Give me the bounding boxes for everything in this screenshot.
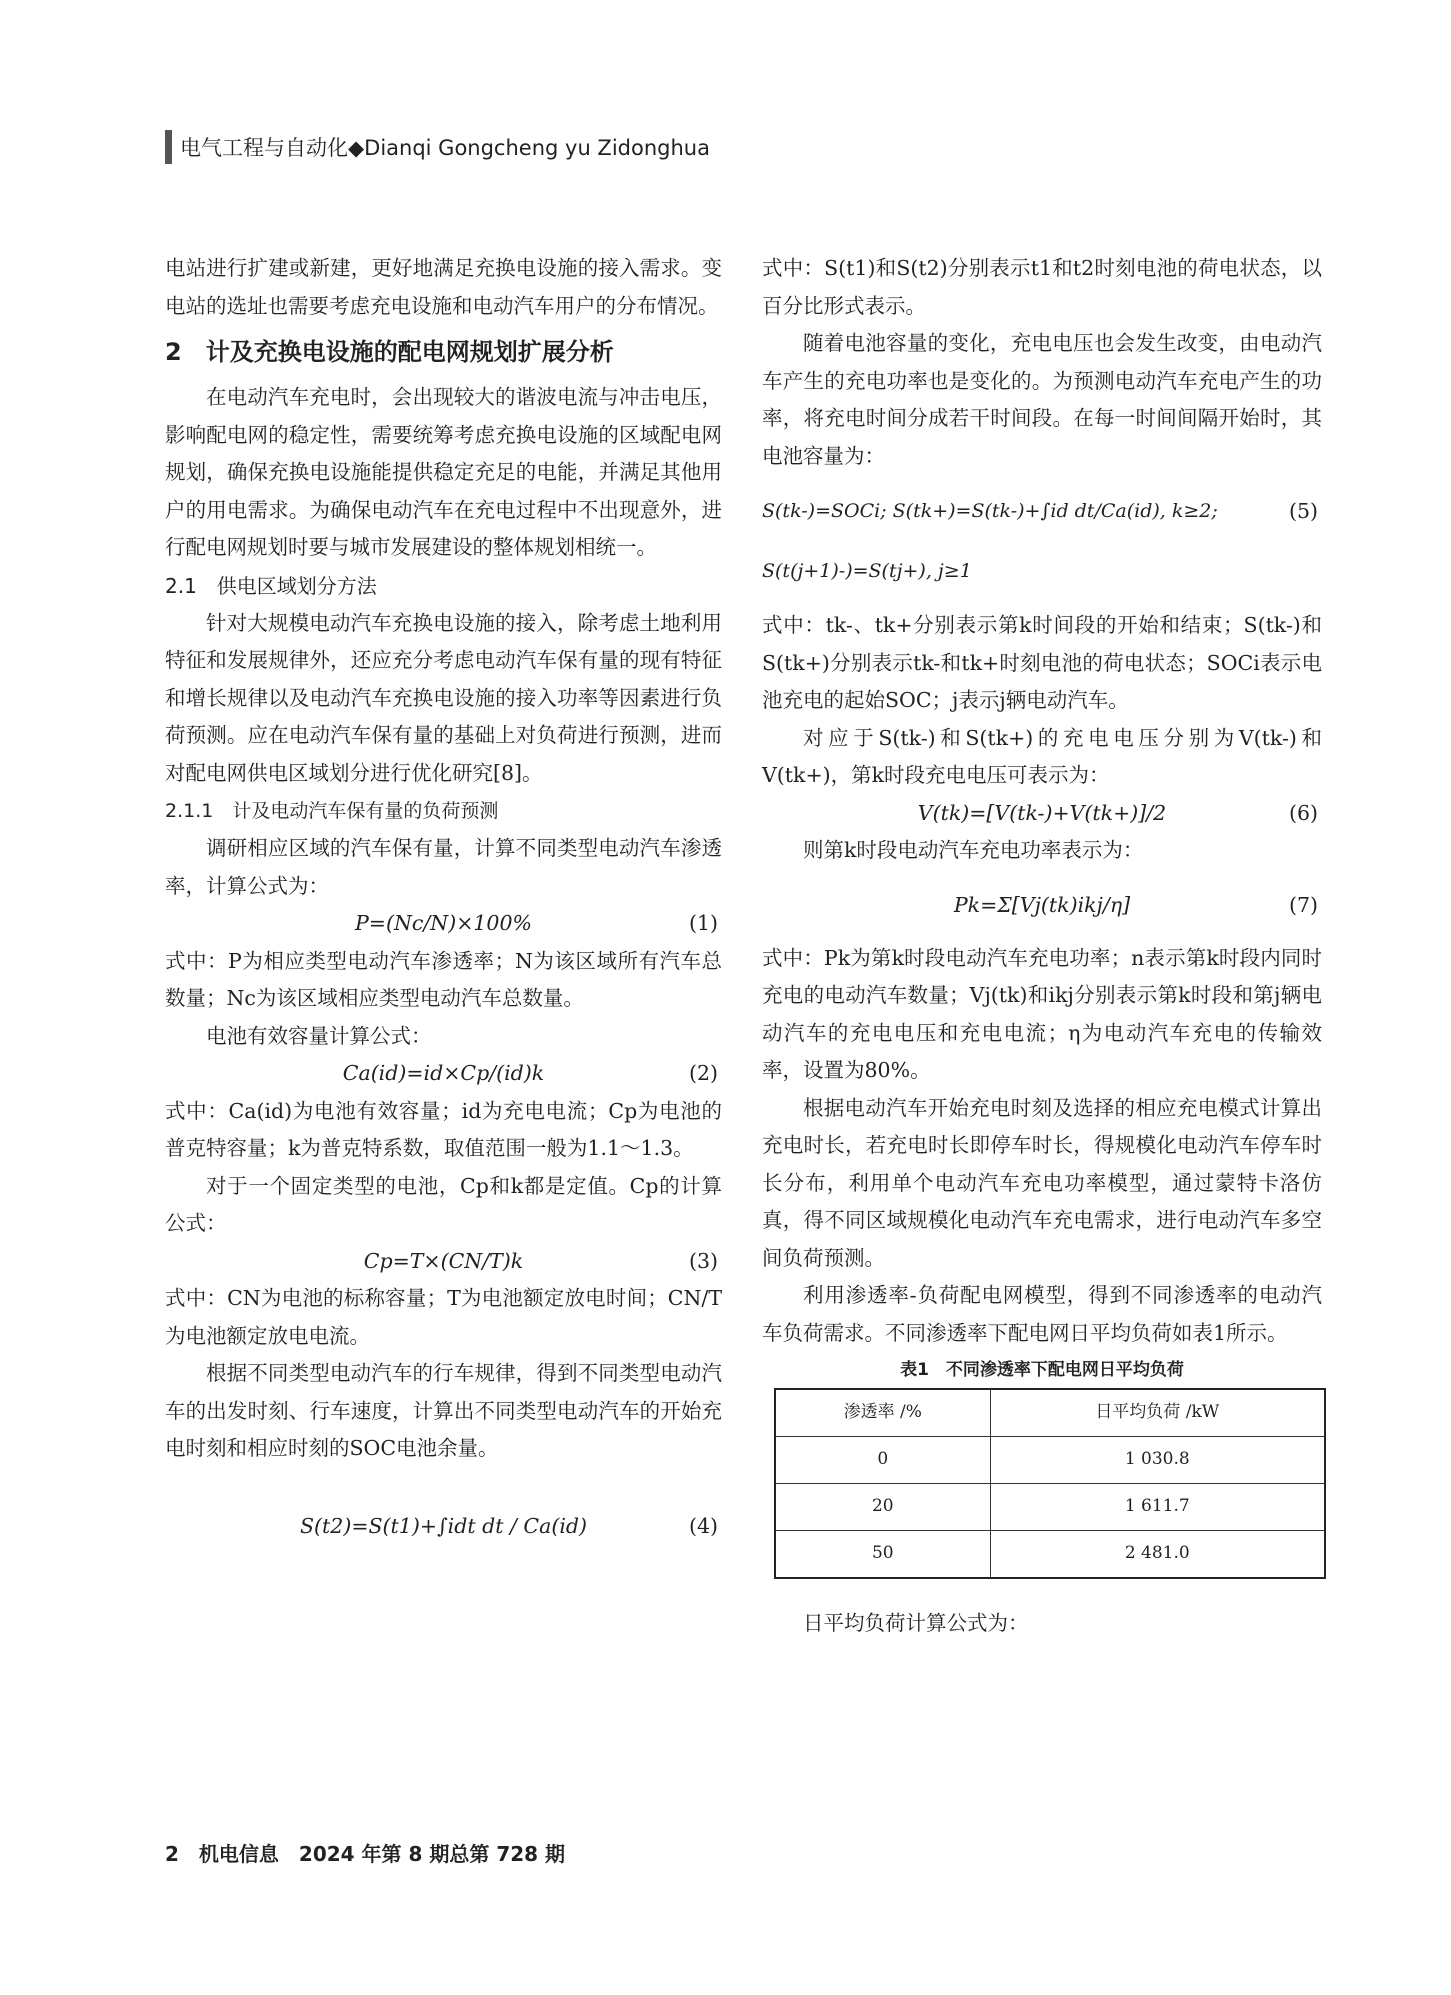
table-header-row: [775, 1389, 1325, 1437]
paragraph: 电站进行扩建或新建，更好地满足充换电设施的接入需求。变电站的选址也需要考虑充电设施和电动汽车用户的分布情况。: [165, 256, 722, 318]
equation-5: [762, 481, 1322, 601]
equation-number: (5): [1288, 499, 1318, 523]
paragraph: 对于一个固定类型的电池，Cp和k都是定值。Cp的计算公式：: [165, 1173, 722, 1235]
equation-number: (2): [688, 1061, 718, 1085]
table-cell: 1 611.7: [990, 1484, 1325, 1531]
header-bar: [165, 130, 172, 164]
left-column: [165, 250, 722, 1554]
equation-7: [762, 870, 1322, 940]
equation-text: Pk=Σ[Vj(tk)ikj/η]: [953, 892, 1131, 917]
equation-text: Cp=T×(CN/T)k: [363, 1248, 524, 1273]
paragraph: 对应于S(tk-)和S(tk+)的充电电压分别为V(tk-)和V(tk+)，第k时段充电电压可表示为：: [762, 725, 1322, 787]
equation-number: (7): [1288, 892, 1318, 917]
equation-number: (4): [688, 1513, 718, 1538]
right-column: [762, 250, 1322, 1643]
paragraph: 调研相应区域的汽车保有量，计算不同类型电动汽车渗透率，计算公式为：: [165, 836, 722, 898]
equation-1: [165, 905, 722, 943]
table-row: [775, 1484, 1325, 1531]
subsubsection-heading: 2.1.1 计及电动汽车保有量的负荷预测: [165, 800, 499, 822]
equation-4: [165, 1498, 722, 1554]
subsection-heading: 2.1 供电区域划分方法: [165, 573, 377, 598]
table-cell: 50: [775, 1531, 990, 1579]
journal-name: 电气工程与自动化◆Dianqi Gongcheng yu Zidonghua: [180, 136, 710, 160]
paragraph: 利用渗透率-负荷配电网模型，得到不同渗透率的电动汽车负荷需求。不同渗透率下配电网日平均负荷如表1所示。: [762, 1283, 1322, 1345]
table-caption: 表1 不同渗透率下配电网日平均负荷: [900, 1360, 1184, 1380]
paragraph: 式中：S(t1)和S(t2)分别表示t1和t2时刻电池的荷电状态，以百分比形式表示。: [762, 256, 1322, 318]
equation-text: V(tk)=[V(tk-)+V(tk+)]/2: [917, 800, 1167, 825]
equation-number: (1): [688, 911, 718, 935]
equation-text: S(t2)=S(t1)+∫idt dt / Ca(id): [300, 1513, 587, 1538]
paragraph: 日平均负荷计算公式为：: [803, 1611, 1029, 1635]
table-cell: 20: [775, 1484, 990, 1531]
equation-number: (6): [1288, 800, 1318, 825]
paragraph: 在电动汽车充电时，会出现较大的谐波电流与冲击电压，影响配电网的稳定性，需要统筹考虑充换电设施的区域配电网规划，确保充换电设施能提供稳定充足的电能，并满足其他用户的用电需求。为确保电动汽车在充电过程中不出现意外，进行配电网规划时要与城市发展建设的整体规划相统一。: [165, 385, 722, 559]
table-cell: 2 481.0: [990, 1531, 1325, 1579]
paragraph: 式中：Pk为第k时段电动汽车充电功率；n表示第k时段内同时充电的电动汽车数量；Vj(tk)和ikj分别表示第k时段和第j辆电动汽车的充电电压和充电电流；η为电动汽车充电的传输效率，设置为80%。: [762, 945, 1322, 1082]
equation-text: S(tk-)=SOCi; S(tk+)=S(tk-)+∫id dt/Ca(id), k≥2; S(t(j+1)-)=S(tj+), j≥1: [762, 500, 1218, 582]
paragraph: 针对大规模电动汽车充换电设施的接入，除考虑土地利用特征和发展规律外，还应充分考虑电动汽车保有量的现有特征和增长规律以及电动汽车充换电设施的接入功率等因素进行负荷预测。应在电动汽车保有量的基础上对负荷进行预测，进而对配电网供电区域划分进行优化研究[8]。: [165, 610, 722, 785]
equation-2: [165, 1055, 722, 1093]
table-row: [775, 1531, 1325, 1579]
paragraph: 式中：tk-、tk+分别表示第k时间段的开始和结束；S(tk-)和S(tk+)分别表示tk-和tk+时刻电池的荷电状态；SOCi表示电池充电的起始SOC；j表示j辆电动汽车。: [762, 613, 1322, 712]
table-row: [775, 1437, 1325, 1484]
table-cell: 0: [775, 1437, 990, 1484]
page-footer: 2 机电信息 2024 年第 8 期总第 728 期: [165, 1842, 566, 1866]
paragraph: 电池有效容量计算公式：: [206, 1023, 432, 1048]
section-heading: 2 计及充换电设施的配电网规划扩展分析: [165, 338, 614, 366]
equation-6: [762, 795, 1322, 833]
equation-text: Ca(id)=id×Cp/(id)k: [342, 1061, 545, 1085]
paragraph: 根据不同类型电动汽车的行车规律，得到不同类型电动汽车的出发时刻、行车速度，计算出不同类型电动汽车的开始充电时刻和相应时刻的SOC电池余量。: [165, 1361, 722, 1460]
paragraph: 根据电动汽车开始充电时刻及选择的相应充电模式计算出充电时长，若充电时长即停车时长，得规模化电动汽车停车时长分布，利用单个电动汽车充电功率模型，通过蒙特卡洛仿真，得不同区域规模化电动汽车充电需求，进行电动汽车多空间负荷预测。: [762, 1095, 1322, 1270]
paragraph: 式中：Ca(id)为电池有效容量；id为充电电流；Cp为电池的普克特容量；k为普克特系数，取值范围一般为1.1～1.3。: [165, 1098, 722, 1160]
paragraph: 随着电池容量的变化，充电电压也会发生改变，由电动汽车产生的充电功率也是变化的。为预测电动汽车充电产生的功率，将充电时间分成若干时间段。在每一时间间隔开始时，其电池容量为：: [762, 331, 1322, 468]
table-header: 渗透率 /%: [775, 1389, 990, 1437]
equation-number: (3): [688, 1248, 718, 1273]
equation-3: [165, 1243, 722, 1281]
paragraph: 则第k时段电动汽车充电功率表示为：: [803, 838, 1144, 862]
paragraph: 式中：P为相应类型电动汽车渗透率；N为该区域所有汽车总数量；Nc为该区域相应类型电动汽车总数量。: [165, 948, 722, 1010]
paragraph: 式中：CN为电池的标称容量；T为电池额定放电时间；CN/T为电池额定放电电流。: [165, 1286, 722, 1348]
equation-text: P=(Nc/N)×100%: [354, 911, 532, 935]
load-table: [774, 1388, 1326, 1579]
table-header: 日平均负荷 /kW: [990, 1389, 1325, 1437]
running-header: [165, 128, 710, 166]
table-cell: 1 030.8: [990, 1437, 1325, 1484]
